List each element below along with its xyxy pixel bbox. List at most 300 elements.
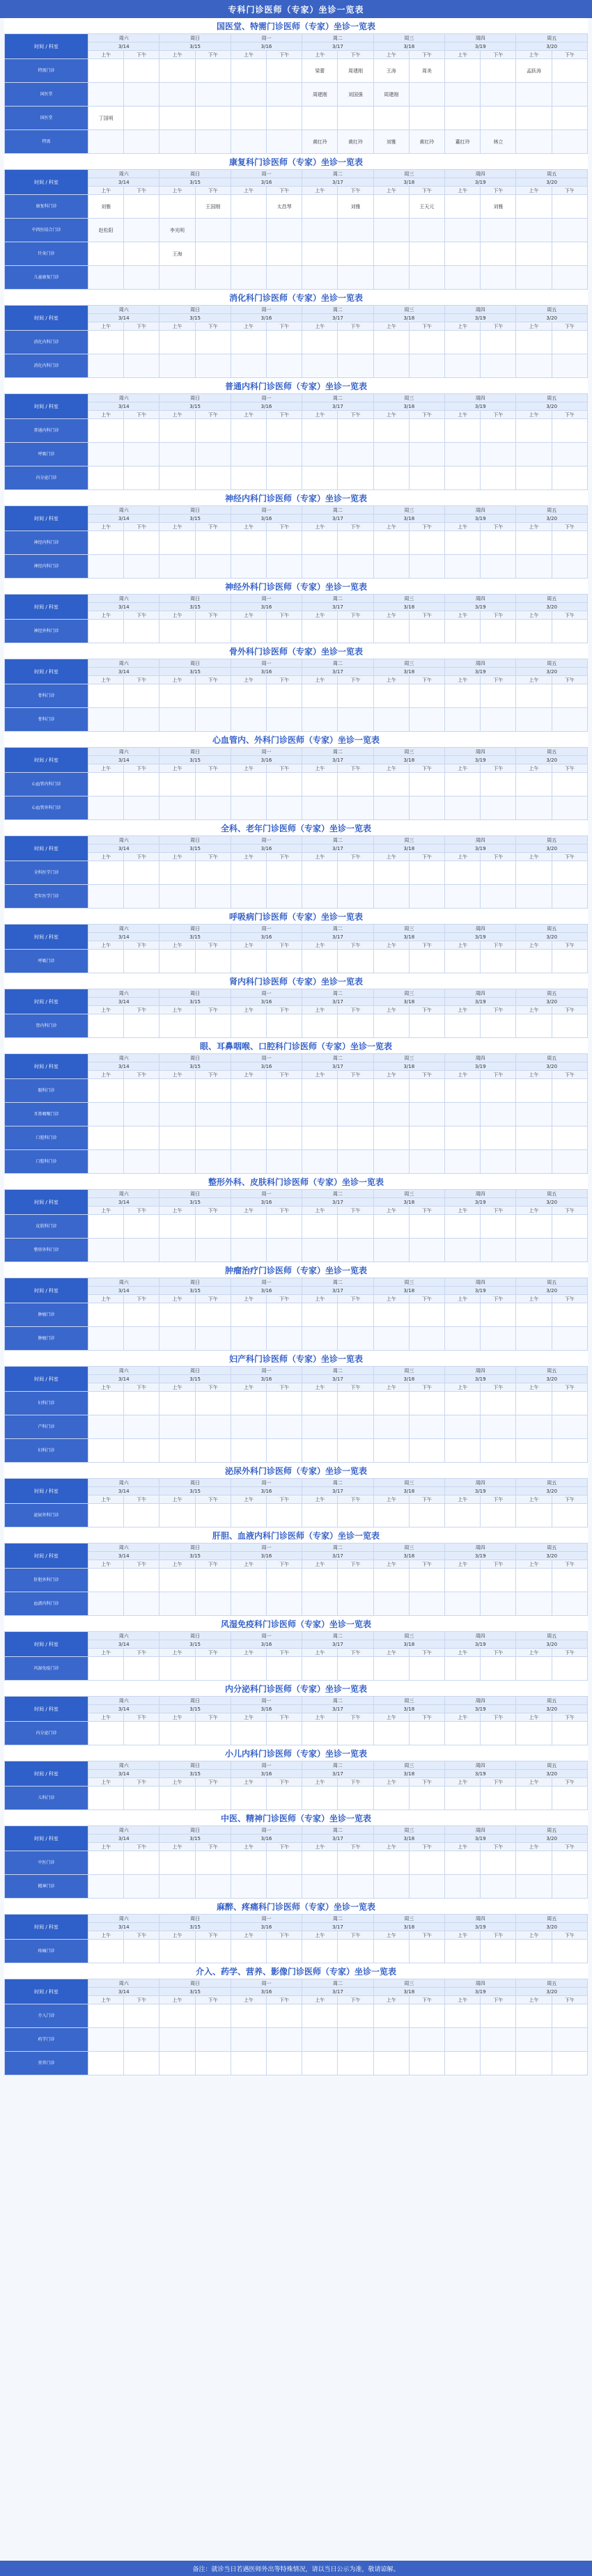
section-title: 呼吸病门诊医师（专家）坐诊一览表 (4, 909, 588, 924)
ampm-header: 上午 (231, 676, 266, 684)
doctor-cell (124, 1239, 159, 1262)
doctor-cell (481, 1875, 516, 1899)
weekday-header: 周日 (159, 1761, 231, 1770)
weekday-header: 周四 (445, 506, 516, 515)
doctor-cell (159, 708, 195, 732)
ampm-header: 下午 (338, 523, 373, 531)
ampm-header: 上午 (302, 1071, 338, 1079)
ampm-header: 下午 (338, 1778, 373, 1786)
doctor-cell (159, 195, 195, 219)
ampm-header: 下午 (195, 611, 231, 620)
doctor-cell (195, 443, 231, 466)
table-row (5, 1439, 588, 1463)
doctor-cell (195, 1014, 231, 1038)
section-title: 全科、老年门诊医师（专家）坐诊一览表 (4, 820, 588, 835)
date-header: 3/19 (445, 998, 516, 1006)
ampm-header: 上午 (373, 611, 409, 620)
doctor-cell (338, 684, 373, 708)
doctor-cell (445, 708, 481, 732)
date-header: 3/20 (516, 1923, 588, 1931)
ampm-header: 上午 (373, 764, 409, 773)
doctor-cell (409, 773, 444, 796)
doctor-cell (516, 620, 552, 643)
doctor-cell (338, 1569, 373, 1592)
doctor-cell (231, 1657, 266, 1681)
corner-label: 时间 / 科室 (5, 1544, 88, 1569)
doctor-cell (302, 861, 338, 885)
corner-label: 时间 / 科室 (5, 506, 88, 531)
doctor-cell (445, 1239, 481, 1262)
doctor-cell (195, 466, 231, 490)
doctor-cell (409, 1215, 444, 1239)
date-header: 3/16 (231, 668, 302, 676)
dept-label: 特需 (5, 130, 88, 154)
doctor-cell (124, 1126, 159, 1150)
ampm-header: 下午 (552, 187, 587, 195)
schedule-table (4, 835, 588, 909)
ampm-header: 上午 (159, 1071, 195, 1079)
doctor-cell (445, 2028, 481, 2052)
weekday-header: 周五 (516, 1915, 588, 1923)
table-row (5, 1327, 588, 1351)
ampm-header: 下午 (195, 187, 231, 195)
doctor-cell: 刘国强 (338, 83, 373, 107)
doctor-cell (88, 1875, 124, 1899)
doctor-cell (481, 59, 516, 83)
doctor-cell (231, 107, 266, 130)
doctor-cell (409, 684, 444, 708)
doctor-cell (481, 773, 516, 796)
doctor-cell (195, 1415, 231, 1439)
footer-note: 备注：就诊当日若遇医师外出等特殊情况，请以当日公示为准，敬请谅解。 (0, 2561, 592, 2576)
section-title: 内分泌科门诊医师（专家）坐诊一览表 (4, 1681, 588, 1696)
weekday-header: 周五 (516, 1479, 588, 1487)
doctor-cell (516, 1657, 552, 1681)
table-row (5, 1126, 588, 1150)
date-header: 3/15 (159, 1062, 231, 1071)
weekday-header: 周三 (373, 836, 444, 845)
ampm-header: 上午 (159, 1495, 195, 1504)
doctor-cell (88, 1239, 124, 1262)
doctor-cell (195, 620, 231, 643)
ampm-header: 下午 (267, 676, 302, 684)
doctor-cell (516, 1722, 552, 1745)
doctor-cell (195, 1504, 231, 1527)
doctor-cell (231, 443, 266, 466)
date-header: 3/20 (516, 1062, 588, 1071)
doctor-cell (552, 266, 587, 290)
weekday-header: 周四 (445, 1054, 516, 1062)
corner-label: 时间 / 科室 (5, 1826, 88, 1851)
ampm-header: 下午 (267, 1006, 302, 1014)
date-header: 3/14 (88, 1923, 159, 1931)
ampm-header: 下午 (267, 1071, 302, 1079)
date-header: 3/16 (231, 845, 302, 853)
date-header: 3/17 (302, 42, 373, 51)
doctor-cell (231, 1592, 266, 1616)
doctor-cell (195, 1657, 231, 1681)
ampm-header: 上午 (445, 764, 481, 773)
table-row (5, 2004, 588, 2028)
ampm-header: 上午 (373, 1207, 409, 1215)
ampm-header: 上午 (373, 1295, 409, 1303)
doctor-cell (338, 1504, 373, 1527)
weekday-header: 周二 (302, 506, 373, 515)
doctor-cell (445, 2052, 481, 2075)
ampm-header: 下午 (338, 1560, 373, 1569)
weekday-header: 周五 (516, 748, 588, 756)
ampm-header: 上午 (445, 1560, 481, 1569)
table-row (5, 419, 588, 443)
ampm-header: 下午 (552, 1560, 587, 1569)
table-row (5, 1657, 588, 1681)
date-header: 3/19 (445, 1988, 516, 1996)
doctor-cell (516, 950, 552, 973)
ampm-header: 下午 (267, 1383, 302, 1392)
weekday-header: 周六 (88, 1826, 159, 1835)
doctor-cell (231, 531, 266, 555)
doctor-cell (445, 1851, 481, 1875)
section-title: 整形外科、皮肤科门诊医师（专家）坐诊一览表 (4, 1174, 588, 1189)
doctor-cell (409, 1722, 444, 1745)
weekday-header: 周三 (373, 595, 444, 603)
doctor-cell (302, 1150, 338, 1174)
ampm-header: 下午 (124, 1295, 159, 1303)
doctor-cell (481, 950, 516, 973)
doctor-cell (302, 466, 338, 490)
date-header: 3/14 (88, 1835, 159, 1843)
date-header: 3/18 (373, 1287, 444, 1295)
table-row (5, 242, 588, 266)
doctor-cell (338, 555, 373, 579)
dept-label: 肿瘤门诊 (5, 1327, 88, 1351)
doctor-cell (373, 1439, 409, 1463)
doctor-cell (88, 419, 124, 443)
ampm-header: 上午 (88, 1207, 124, 1215)
doctor-cell (124, 1851, 159, 1875)
doctor-cell (124, 531, 159, 555)
doctor-cell (445, 107, 481, 130)
weekday-header: 周四 (445, 34, 516, 42)
doctor-cell (409, 83, 444, 107)
doctor-cell (88, 2004, 124, 2028)
dept-label: 眼科门诊 (5, 1079, 88, 1103)
doctor-cell (302, 1126, 338, 1150)
dept-label: 妇科门诊 (5, 1439, 88, 1463)
doctor-cell (516, 885, 552, 909)
ampm-header: 上午 (302, 51, 338, 59)
ampm-header: 上午 (445, 941, 481, 950)
ampm-header: 上午 (445, 1207, 481, 1215)
weekday-header: 周三 (373, 1915, 444, 1923)
weekday-header: 周日 (159, 394, 231, 402)
doctor-cell: 周建刚 (373, 83, 409, 107)
doctor-cell (552, 1327, 587, 1351)
ampm-header: 上午 (302, 187, 338, 195)
ampm-header: 下午 (481, 1778, 516, 1786)
weekday-header: 周二 (302, 1761, 373, 1770)
weekday-header: 周日 (159, 659, 231, 668)
weekday-header: 周三 (373, 1544, 444, 1552)
ampm-header: 下午 (267, 1560, 302, 1569)
weekday-header: 周二 (302, 1979, 373, 1988)
date-header: 3/18 (373, 1988, 444, 1996)
ampm-header: 下午 (124, 853, 159, 861)
doctor-cell (516, 1303, 552, 1327)
doctor-cell (231, 1786, 266, 1810)
ampm-header: 下午 (267, 1843, 302, 1851)
ampm-header: 上午 (302, 523, 338, 531)
doctor-cell (88, 1940, 124, 1963)
date-header: 3/17 (302, 1552, 373, 1560)
weekday-header: 周日 (159, 989, 231, 998)
doctor-cell (516, 1103, 552, 1126)
doctor-cell (302, 1303, 338, 1327)
doctor-cell (195, 555, 231, 579)
ampm-header: 上午 (445, 1713, 481, 1722)
doctor-cell (373, 950, 409, 973)
date-header: 3/15 (159, 42, 231, 51)
doctor-cell (159, 331, 195, 354)
doctor-cell (231, 708, 266, 732)
date-header: 3/15 (159, 1552, 231, 1560)
doctor-cell (373, 1126, 409, 1150)
doctor-cell (445, 354, 481, 378)
doctor-cell (481, 1504, 516, 1527)
table-row (5, 59, 588, 83)
weekday-header: 周一 (231, 506, 302, 515)
ampm-header: 下午 (409, 322, 444, 331)
doctor-cell (338, 331, 373, 354)
table-row (5, 1592, 588, 1616)
ampm-header: 下午 (338, 1383, 373, 1392)
ampm-header: 上午 (231, 1495, 266, 1504)
ampm-header: 下午 (124, 764, 159, 773)
doctor-cell (124, 59, 159, 83)
doctor-cell (409, 708, 444, 732)
date-header: 3/17 (302, 1988, 373, 1996)
doctor-cell (552, 443, 587, 466)
doctor-cell (302, 2004, 338, 2028)
doctor-cell (267, 1126, 302, 1150)
ampm-header: 上午 (445, 1649, 481, 1657)
weekday-header: 周三 (373, 1278, 444, 1287)
doctor-cell (373, 1014, 409, 1038)
ampm-header: 上午 (88, 1071, 124, 1079)
ampm-header: 上午 (159, 764, 195, 773)
table-row (5, 107, 588, 130)
weekday-header: 周二 (302, 836, 373, 845)
date-header: 3/18 (373, 1770, 444, 1778)
ampm-header: 下午 (552, 523, 587, 531)
doctor-cell (124, 1415, 159, 1439)
doctor-cell (195, 1215, 231, 1239)
ampm-header: 下午 (267, 51, 302, 59)
date-header: 3/20 (516, 668, 588, 676)
doctor-cell (552, 555, 587, 579)
doctor-cell (302, 2052, 338, 2075)
doctor-cell (231, 1014, 266, 1038)
date-header: 3/16 (231, 998, 302, 1006)
schedule-table (4, 33, 588, 154)
schedule-table (4, 305, 588, 378)
doctor-cell (481, 1592, 516, 1616)
doctor-cell (124, 107, 159, 130)
table-row (5, 1303, 588, 1327)
doctor-cell (481, 1150, 516, 1174)
doctor-cell (445, 266, 481, 290)
ampm-header: 上午 (516, 523, 552, 531)
date-header: 3/18 (373, 1640, 444, 1649)
doctor-cell (445, 466, 481, 490)
weekday-header: 周二 (302, 394, 373, 402)
doctor-cell (267, 1657, 302, 1681)
weekday-header: 周一 (231, 394, 302, 402)
ampm-header: 上午 (88, 523, 124, 531)
dept-label: 神经内科门诊 (5, 531, 88, 555)
table-row (5, 796, 588, 820)
ampm-header: 上午 (373, 1713, 409, 1722)
doctor-cell (552, 107, 587, 130)
doctor-cell (88, 1569, 124, 1592)
weekday-header: 周三 (373, 1632, 444, 1640)
weekday-header: 周日 (159, 306, 231, 314)
doctor-cell (195, 1150, 231, 1174)
ampm-header: 下午 (267, 1649, 302, 1657)
doctor-cell (302, 708, 338, 732)
doctor-cell (267, 1786, 302, 1810)
schedule-section (4, 1038, 588, 1174)
page-banner: 专科门诊医师（专家）坐诊一览表 (0, 0, 592, 18)
doctor-cell (231, 1103, 266, 1126)
weekday-header: 周四 (445, 595, 516, 603)
table-row (5, 1722, 588, 1745)
date-header: 3/17 (302, 402, 373, 411)
date-header: 3/16 (231, 1705, 302, 1713)
table-row (5, 354, 588, 378)
corner-label: 时间 / 科室 (5, 1190, 88, 1215)
date-header: 3/15 (159, 1198, 231, 1207)
ampm-header: 上午 (159, 1996, 195, 2004)
schedule-table (4, 1696, 588, 1745)
doctor-cell (552, 1592, 587, 1616)
weekday-header: 周六 (88, 1479, 159, 1487)
doctor-cell (445, 83, 481, 107)
ampm-header: 上午 (88, 1006, 124, 1014)
ampm-header: 下午 (409, 187, 444, 195)
doctor-cell (124, 1392, 159, 1415)
weekday-header: 周五 (516, 34, 588, 42)
doctor-cell (159, 266, 195, 290)
ampm-header: 上午 (231, 187, 266, 195)
schedule-section (4, 732, 588, 820)
doctor-cell (552, 1851, 587, 1875)
date-header: 3/16 (231, 1988, 302, 1996)
doctor-cell (445, 861, 481, 885)
doctor-cell (159, 555, 195, 579)
doctor-cell (445, 531, 481, 555)
doctor-cell (267, 620, 302, 643)
dept-label: 药学门诊 (5, 2028, 88, 2052)
ampm-header: 上午 (88, 1649, 124, 1657)
doctor-cell (231, 773, 266, 796)
ampm-header: 上午 (516, 322, 552, 331)
ampm-header: 上午 (231, 322, 266, 331)
ampm-header: 上午 (159, 611, 195, 620)
doctor-cell (302, 1392, 338, 1415)
ampm-header: 上午 (373, 1996, 409, 2004)
doctor-cell (338, 1657, 373, 1681)
weekday-header: 周四 (445, 1367, 516, 1375)
doctor-cell (373, 555, 409, 579)
weekday-header: 周日 (159, 595, 231, 603)
ampm-header: 下午 (338, 1649, 373, 1657)
doctor-cell (516, 531, 552, 555)
doctor-cell (552, 219, 587, 242)
ampm-header: 上午 (159, 1713, 195, 1722)
doctor-cell (445, 885, 481, 909)
doctor-cell (159, 1327, 195, 1351)
doctor-cell (124, 684, 159, 708)
doctor-cell (516, 1126, 552, 1150)
ampm-header: 上午 (159, 322, 195, 331)
doctor-cell (88, 1504, 124, 1527)
weekday-header: 周五 (516, 1367, 588, 1375)
ampm-header: 下午 (409, 51, 444, 59)
schedule-table (4, 1543, 588, 1616)
doctor-cell (481, 684, 516, 708)
weekday-header: 周一 (231, 34, 302, 42)
doctor-cell (552, 620, 587, 643)
doctor-cell (231, 59, 266, 83)
doctor-cell (445, 1657, 481, 1681)
doctor-cell (267, 219, 302, 242)
table-row (5, 885, 588, 909)
schedule-section (4, 290, 588, 378)
ampm-header: 上午 (373, 1006, 409, 1014)
dept-label: 整形外科门诊 (5, 1239, 88, 1262)
weekday-header: 周五 (516, 925, 588, 933)
date-header: 3/18 (373, 845, 444, 853)
table-row (5, 555, 588, 579)
schedule-section (4, 154, 588, 290)
doctor-cell (159, 1150, 195, 1174)
date-header: 3/20 (516, 1198, 588, 1207)
date-header: 3/14 (88, 1062, 159, 1071)
doctor-cell (445, 1415, 481, 1439)
date-header: 3/20 (516, 603, 588, 611)
weekday-header: 周一 (231, 1278, 302, 1287)
date-header: 3/16 (231, 1923, 302, 1931)
ampm-header: 下午 (124, 51, 159, 59)
doctor-cell (267, 1215, 302, 1239)
date-header: 3/16 (231, 178, 302, 187)
doctor-cell (231, 1150, 266, 1174)
doctor-cell (302, 1786, 338, 1810)
date-header: 3/14 (88, 1640, 159, 1649)
doctor-cell (124, 195, 159, 219)
doctor-cell (267, 950, 302, 973)
doctor-cell (302, 684, 338, 708)
weekday-header: 周二 (302, 1544, 373, 1552)
doctor-cell (124, 1439, 159, 1463)
doctor-cell (267, 773, 302, 796)
doctor-cell (409, 2028, 444, 2052)
doctor-cell (124, 1303, 159, 1327)
doctor-cell (88, 1415, 124, 1439)
doctor-cell (373, 195, 409, 219)
table-row (5, 1239, 588, 1262)
